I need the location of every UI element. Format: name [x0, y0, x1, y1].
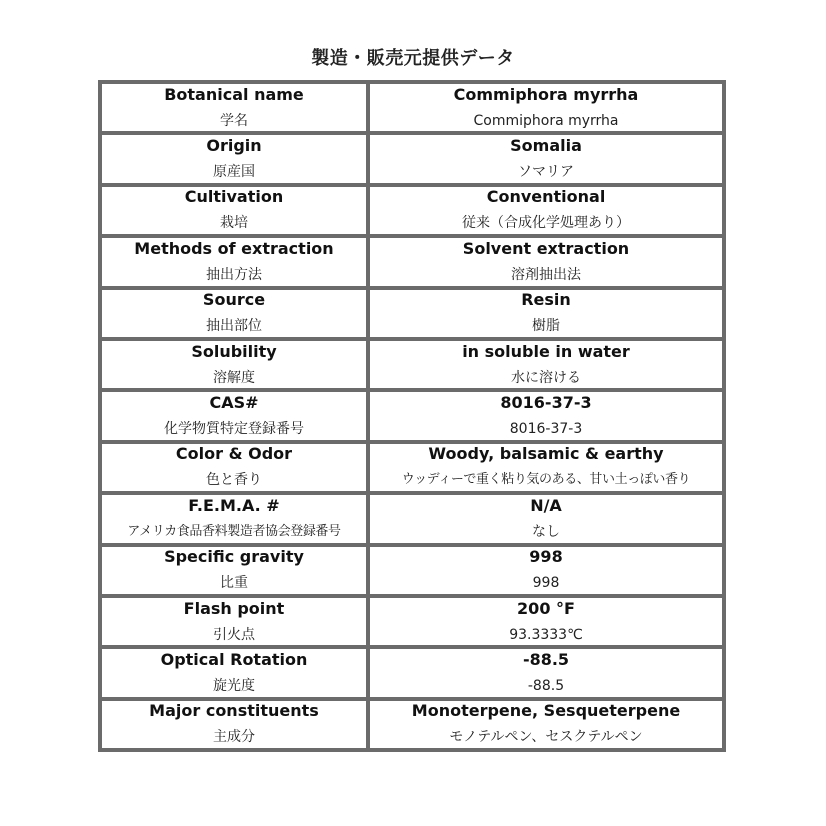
- value-en: -88.5: [522, 649, 570, 669]
- value-ja: 従来（合成化学処理あり）: [462, 215, 630, 232]
- label-ja: 比重: [220, 575, 248, 592]
- table-row: [100, 545, 724, 596]
- table-row: [100, 390, 724, 441]
- value-en: Solvent extraction: [462, 238, 630, 258]
- value-ja: Commiphora myrrha: [473, 112, 619, 129]
- label-ja: 学名: [220, 112, 248, 129]
- value-cell: [368, 390, 724, 441]
- table-row: [100, 699, 724, 750]
- label-ja: アメリカ食品香料製造者協会登録番号: [127, 523, 341, 539]
- value-cell: [368, 236, 724, 287]
- value-ja: モノテルペン、セスクテルペン: [449, 729, 643, 746]
- value-cell: [368, 493, 724, 544]
- page-title: 製造・販売元提供データ: [311, 48, 515, 69]
- label-ja: 旋光度: [213, 677, 255, 694]
- value-ja: 8016-37-3: [509, 421, 583, 438]
- value-cell: [368, 82, 724, 133]
- value-en: Monoterpene, Sesqueterpene: [411, 701, 681, 721]
- value-cell: [368, 596, 724, 647]
- value-ja: ウッディーで重く粘り気のある、甘い土っぽい香り: [401, 472, 691, 488]
- label-cell: [100, 545, 368, 596]
- table-row: [100, 596, 724, 647]
- value-en: 998: [529, 547, 563, 567]
- table-row: [100, 133, 724, 184]
- label-cell: [100, 493, 368, 544]
- label-en: F.E.M.A. #: [188, 495, 280, 515]
- spec-table: [98, 80, 726, 752]
- value-cell: [368, 288, 724, 339]
- value-ja: なし: [532, 523, 560, 540]
- value-cell: [368, 699, 724, 750]
- value-en: 8016-37-3: [500, 393, 592, 413]
- label-cell: [100, 647, 368, 698]
- value-cell: [368, 133, 724, 184]
- label-ja: 原産国: [213, 164, 255, 181]
- label-en: Methods of extraction: [134, 238, 334, 258]
- label-ja: 色と香り: [206, 472, 262, 489]
- label-ja: 化学物質特定登録番号: [164, 421, 304, 438]
- label-en: Major constituents: [149, 701, 319, 721]
- table-row: [100, 236, 724, 287]
- value-ja: 溶剤抽出法: [511, 266, 581, 283]
- label-cell: [100, 390, 368, 441]
- table-row: [100, 493, 724, 544]
- label-ja: 主成分: [213, 729, 255, 746]
- table-row: [100, 647, 724, 698]
- label-en: Specific gravity: [164, 547, 304, 567]
- label-ja: 栽培: [220, 215, 248, 232]
- label-cell: [100, 699, 368, 750]
- value-en: Resin: [521, 290, 571, 310]
- label-en: Color & Odor: [175, 444, 293, 464]
- value-cell: [368, 339, 724, 390]
- value-en: 200 °F: [517, 598, 575, 618]
- label-ja: 引火点: [213, 626, 255, 643]
- label-cell: [100, 185, 368, 236]
- label-en: Origin: [206, 136, 262, 156]
- label-en: Solubility: [191, 341, 277, 361]
- label-cell: [100, 339, 368, 390]
- label-en: Flash point: [183, 598, 285, 618]
- label-cell: [100, 596, 368, 647]
- value-en: N/A: [530, 495, 562, 515]
- value-cell: [368, 545, 724, 596]
- value-ja: 水に溶ける: [511, 369, 581, 386]
- value-en: Commiphora myrrha: [453, 84, 639, 104]
- value-en: Somalia: [510, 136, 582, 156]
- value-en: Woody, balsamic & earthy: [428, 444, 664, 464]
- label-ja: 抽出部位: [206, 318, 262, 335]
- table-row: [100, 82, 724, 133]
- value-cell: [368, 442, 724, 493]
- value-ja: 樹脂: [532, 318, 560, 335]
- table-row: [100, 185, 724, 236]
- label-en: Source: [202, 290, 266, 310]
- label-en: Optical Rotation: [160, 649, 308, 669]
- label-cell: [100, 133, 368, 184]
- value-ja: 998: [532, 575, 560, 592]
- value-cell: [368, 647, 724, 698]
- table-row: [100, 288, 724, 339]
- label-en: Cultivation: [184, 187, 284, 207]
- value-ja: ソマリア: [518, 164, 574, 181]
- table-row: [100, 442, 724, 493]
- label-en: CAS#: [209, 393, 259, 413]
- label-cell: [100, 442, 368, 493]
- value-en: in soluble in water: [462, 341, 630, 361]
- value-ja: -88.5: [527, 677, 565, 694]
- value-cell: [368, 185, 724, 236]
- label-ja: 抽出方法: [206, 266, 262, 283]
- value-en: Conventional: [486, 187, 606, 207]
- label-cell: [100, 82, 368, 133]
- label-cell: [100, 288, 368, 339]
- label-en: Botanical name: [164, 84, 304, 104]
- table-row: [100, 339, 724, 390]
- label-ja: 溶解度: [213, 369, 255, 386]
- value-ja: 93.3333℃: [509, 626, 583, 643]
- label-cell: [100, 236, 368, 287]
